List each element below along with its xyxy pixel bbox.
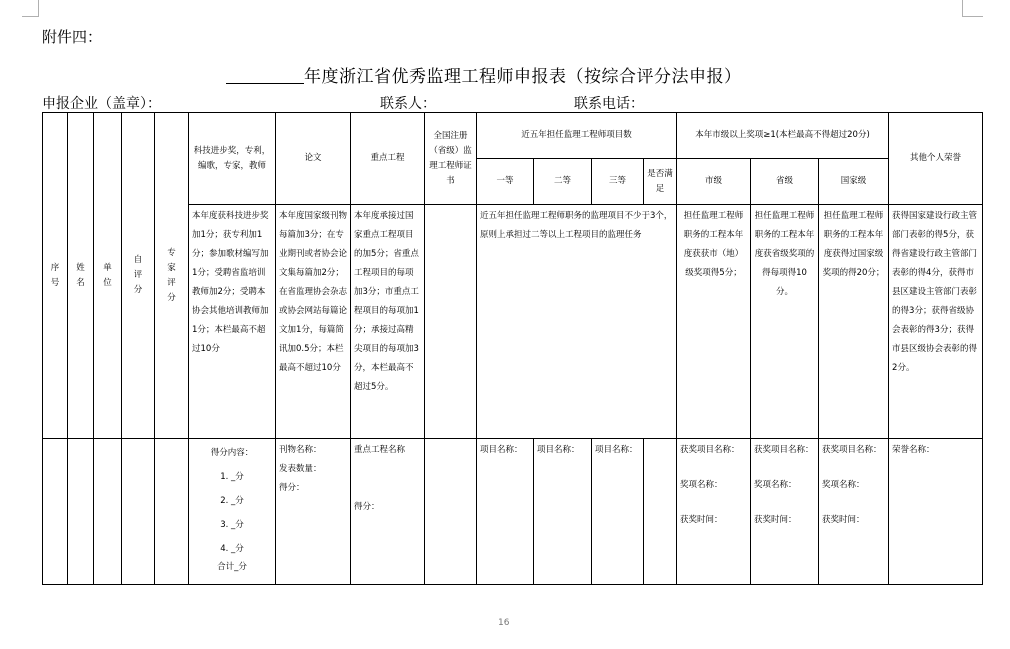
project-name-first: 项目名称： [480, 445, 523, 455]
header-expert-score-text: 专 家 评 分 [167, 247, 176, 303]
fill-expert-score[interactable] [155, 439, 189, 585]
spacer [354, 460, 421, 498]
spacer [822, 495, 885, 511]
criteria-other-honor: 获得国家建设行政主管部门表彰的得5分，获得省建设行政主管部门表彰的得4分，获得市县区建设主管部门表彰的得3分；获得省级协会表彰的得3分；获得市县区级协会表彰的得2分。 [889, 205, 983, 439]
city-award-project-label: 获奖项目名称： [680, 445, 740, 455]
fill-city[interactable] [677, 439, 751, 585]
company-label: 申报企业（盖章）： [42, 96, 161, 112]
province-award-name-label: 奖项名称： [754, 480, 797, 490]
fill-paper[interactable] [276, 439, 351, 585]
spacer [680, 495, 747, 511]
national-award-project-label: 获奖项目名称： [822, 445, 882, 455]
header-seq-text: 序 号 [50, 262, 60, 288]
fill-seq[interactable] [43, 439, 68, 585]
criteria-city: 担任监理工程师职务的工程本年度获获市（地）级奖项得5分； [677, 205, 751, 439]
fill-self-score[interactable] [122, 439, 155, 585]
criteria-five-year: 近五年担任监理工程师职务的监理项目不少于3个，原则上承担过二等以上工程项目的监理任务 [477, 205, 677, 439]
criteria-cert [425, 205, 477, 439]
score-content-label: 得分内容： [210, 448, 254, 458]
header-unit [94, 113, 122, 439]
score-item-2: 2. _分 [220, 496, 244, 506]
application-table [42, 112, 982, 585]
publish-count-label: 发表数量： [279, 464, 322, 474]
page-number: 16 [498, 618, 510, 628]
header-seq [43, 113, 68, 439]
spacer [754, 495, 815, 511]
criteria-key-project: 本年度承接过国家重点工程项目的加5分；省重点工程项目的每项加3分；市重点工程项目的每项加1分；承接过高精尖项目的每项加3分，本栏最高不超过5分。 [351, 205, 425, 439]
project-name-third: 项目名称： [595, 445, 638, 455]
fill-unit[interactable] [94, 439, 122, 585]
honor-name-label: 荣誉名称： [892, 445, 935, 455]
score-item-3: 3. _分 [220, 520, 244, 530]
header-expert-score [155, 113, 189, 439]
header-satisfied: 是否满足 [644, 159, 677, 205]
score-total: 合计_分 [217, 562, 247, 572]
header-name [68, 113, 94, 439]
city-award-name-label: 奖项名称： [680, 480, 723, 490]
key-project-name-label: 重点工程名称 [354, 445, 406, 455]
score-item-1: 1. _分 [220, 472, 244, 482]
province-award-project-label: 获奖项目名称： [754, 445, 814, 455]
paper-score-label: 得分： [279, 483, 305, 493]
criteria-province: 担任监理工程师职务的工程本年度获省级奖项的得每项得10分。 [751, 205, 819, 439]
form-title [226, 62, 742, 87]
header-five-year: 近五年担任监理工程师项目数 [477, 113, 677, 159]
header-cert: 全国注册（省级）监理工程师证书 [425, 113, 477, 205]
header-city: 市级 [677, 159, 751, 205]
fill-key-project[interactable] [351, 439, 425, 585]
year-blank [226, 67, 304, 84]
header-name-text: 姓 名 [76, 262, 85, 288]
crop-mark-top-right [962, 0, 983, 17]
criteria-paper: 本年度国家级刊物每篇加3分；在专业期刊或者协会论文集每篇加2分；在省监理协会杂志或协会网站每篇论文加1分，每篇简讯加0.5分；本栏最高不超过10分 [276, 205, 351, 439]
header-self-score-text: 自 评 分 [133, 255, 143, 295]
fill-tech[interactable] [189, 439, 276, 585]
fill-satisfied[interactable] [644, 439, 677, 585]
header-unit-text: 单 位 [103, 262, 112, 288]
criteria-national: 担任监理工程师职务的工程本年度获得过国家级奖项的得20分； [819, 205, 889, 439]
fill-province[interactable] [751, 439, 819, 585]
header-other-honor: 其他个人荣誉 [889, 113, 983, 205]
header-self-score [122, 113, 155, 439]
key-project-score-label: 得分： [354, 502, 380, 512]
header-province: 省级 [751, 159, 819, 205]
header-tech: 科技进步奖，专利，编歌，专家，教师 [189, 113, 276, 205]
fill-cert[interactable] [425, 439, 477, 585]
header-second: 二等 [534, 159, 592, 205]
header-third: 三等 [592, 159, 644, 205]
attachment-label: 附件四： [42, 28, 103, 46]
header-paper: 论文 [276, 113, 351, 205]
city-award-time-label: 获奖时间： [680, 515, 723, 525]
score-item-4: 4. _分 [220, 544, 244, 554]
crop-mark-top-left [22, 0, 39, 17]
form-title-text: 年度浙江省优秀监理工程师申报表（按综合评分法申报） [304, 67, 742, 87]
spacer [680, 460, 747, 476]
criteria-tech: 本年度获科技进步奖加1分；获专利加1分；参加歌材编写加1分；受聘省监培训教师加2分；受聘本协会其他培训教师加1分；本栏最高不超过10分 [189, 205, 276, 439]
fill-second[interactable] [534, 439, 592, 585]
fill-name[interactable] [68, 439, 94, 585]
header-key-project: 重点工程 [351, 113, 425, 205]
header-first: 一等 [477, 159, 534, 205]
phone-label: 联系电话： [574, 96, 644, 112]
fill-first[interactable] [477, 439, 534, 585]
national-award-time-label: 获奖时间： [822, 515, 865, 525]
spacer [822, 460, 885, 476]
contact-label: 联系人： [380, 96, 436, 112]
header-awards: 本年市级以上奖项≥1(本栏最高不得超过20分) [677, 113, 889, 159]
national-award-name-label: 奖项名称： [822, 480, 865, 490]
spacer [754, 460, 815, 476]
fill-third[interactable] [592, 439, 644, 585]
project-name-second: 项目名称： [537, 445, 580, 455]
journal-name-label: 刊物名称： [279, 445, 322, 455]
fill-national[interactable] [819, 439, 889, 585]
province-award-time-label: 获奖时间： [754, 515, 797, 525]
fill-other-honor[interactable] [889, 439, 983, 585]
header-national: 国家级 [819, 159, 889, 205]
